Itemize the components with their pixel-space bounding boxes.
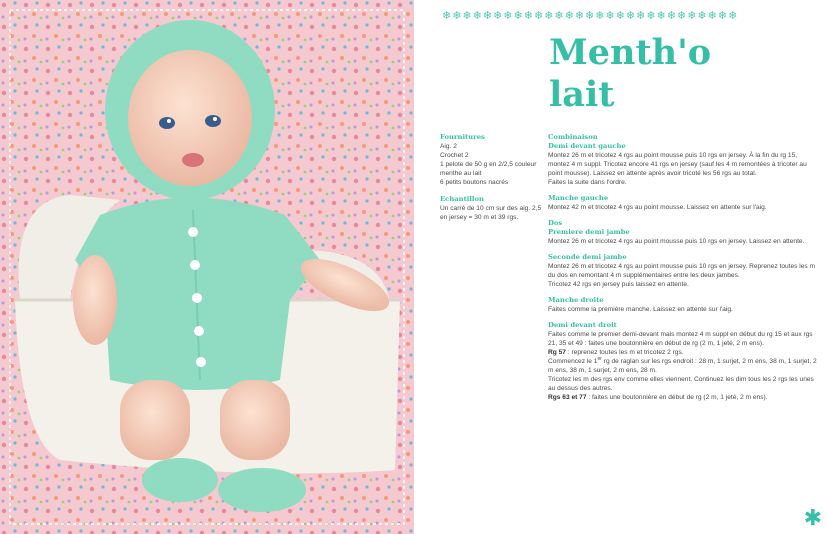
- fournitures-line: 1 pelote de 50 g en 2/2,5 couleur menthe au lait: [440, 161, 537, 177]
- section-manche-gauche: [548, 194, 818, 212]
- fournitures-heading: Fournitures: [440, 133, 485, 141]
- materials-column: [440, 133, 542, 230]
- section-heading: Manche droite: [548, 296, 604, 304]
- section-demi-devant-gauche: [548, 142, 818, 187]
- section-heading: Manche gauche: [548, 194, 609, 202]
- section-text: Montez 42 m et tricotez 4 rgs au point mousse. Laissez en attente sur l'aig.: [548, 204, 767, 211]
- title-line-2: lait: [549, 74, 615, 115]
- section-demi-devant-droit: [548, 321, 818, 402]
- section-text: Faites comme la première manche. Laissez en attente sur l'aig.: [548, 306, 733, 313]
- raglan-text-a: Commencez le 1: [548, 358, 598, 365]
- section-heading: Seconde demi jambe: [548, 253, 627, 261]
- echantillon-block: [440, 195, 542, 222]
- fournitures-line: Aig. 2: [440, 143, 457, 150]
- section-heading: Demi devant gauche: [548, 142, 626, 150]
- raglan-line: [548, 357, 818, 375]
- section-manche-droite: [548, 296, 818, 314]
- section-text: Tricotez 42 rgs en jersey puis laissez en attente.: [548, 281, 689, 288]
- raglan-text-b: rg de raglan sur les rgs endroit : 28 m, 1 surjet, 2 m ens, 38 m, 1 surjet, 2 m ens, 38 m, 1 surjet, 2 m ens, 28 m.: [548, 358, 817, 374]
- section-text: Montez 26 m et tricotez 4 rgs au point mousse puis 10 rgs en jersey. Laissez en attente.: [548, 238, 805, 245]
- page-title: [549, 32, 759, 116]
- snowflake-border-icon: ❄❄❄❄❄❄❄❄❄❄❄❄❄❄❄❄❄❄❄❄❄❄❄❄❄❄❄❄❄: [442, 10, 739, 22]
- pattern-page: [414, 0, 828, 534]
- echantillon-heading: Echantillon: [440, 195, 484, 203]
- section-text: Faites comme le premier demi-devant mais montez 4 m suppl en début du rg 15 et aux rgs 21, 35 et 49 : faites une boutonnière en début de rg (2 m, 1 jeté, 2 m ens).: [548, 331, 813, 347]
- section-subheading: Premiere demi jambe: [548, 228, 630, 236]
- fournitures-block: [440, 133, 542, 187]
- section-text: Montez 26 m et tricotez 4 rgs au point mousse puis 10 rgs en jersey. Reprenez toutes les m du dos en remontant 4 m supplémentaires entre les deux jambes.: [548, 263, 816, 279]
- section-heading: Demi devant droit: [548, 321, 617, 329]
- raglan-sup: er: [597, 355, 602, 362]
- instructions-column: [548, 133, 818, 409]
- section-heading: Dos: [548, 219, 563, 227]
- fournitures-line: Crochet 2: [440, 152, 469, 159]
- rg57-label: Rg 57: [548, 349, 566, 356]
- title-line-1: Menth'o: [549, 32, 712, 73]
- snowflake-icon: ✱: [803, 505, 822, 530]
- rgs-label: Rgs 63 et 77: [548, 394, 587, 401]
- rg57-text: : reprenez toutes les m et tricotez 2 rgs.: [565, 349, 684, 356]
- dim-line: Tricotez les m des rgs env comme elles viennent. Continuez les dim tous les 2 rgs les unes au dessus des autres.: [548, 376, 814, 392]
- rgs-text: : faites une boutonnière en début de rg (2 m, 1 jeté, 2 m ens).: [586, 394, 768, 401]
- fournitures-line: 6 petits boutons nacrés: [440, 179, 509, 186]
- section-text: Montez 26 m et tricotez 4 rgs au point mousse puis 10 rgs en jersey. À la fin du rg 15, montez 4 m suppl. Tricotez encore 41 rgs en jersey (sauf les 4 m remontées à tricoter au point mousse). Laissez en attente après avoir tricoté les 56 rgs au total.: [548, 152, 807, 177]
- section-text: Faites la suite dans l'ordre.: [548, 179, 627, 186]
- rg57-line: [548, 348, 818, 357]
- combinaison-heading: Combinaison: [548, 133, 598, 141]
- section-dos: [548, 219, 818, 246]
- section-seconde-demi-jambe: [548, 253, 818, 289]
- rgs-line: [548, 393, 818, 402]
- echantillon-line: Un carré de 10 cm sur des aig. 2,5 en jersey = 30 m et 39 rgs.: [440, 205, 542, 221]
